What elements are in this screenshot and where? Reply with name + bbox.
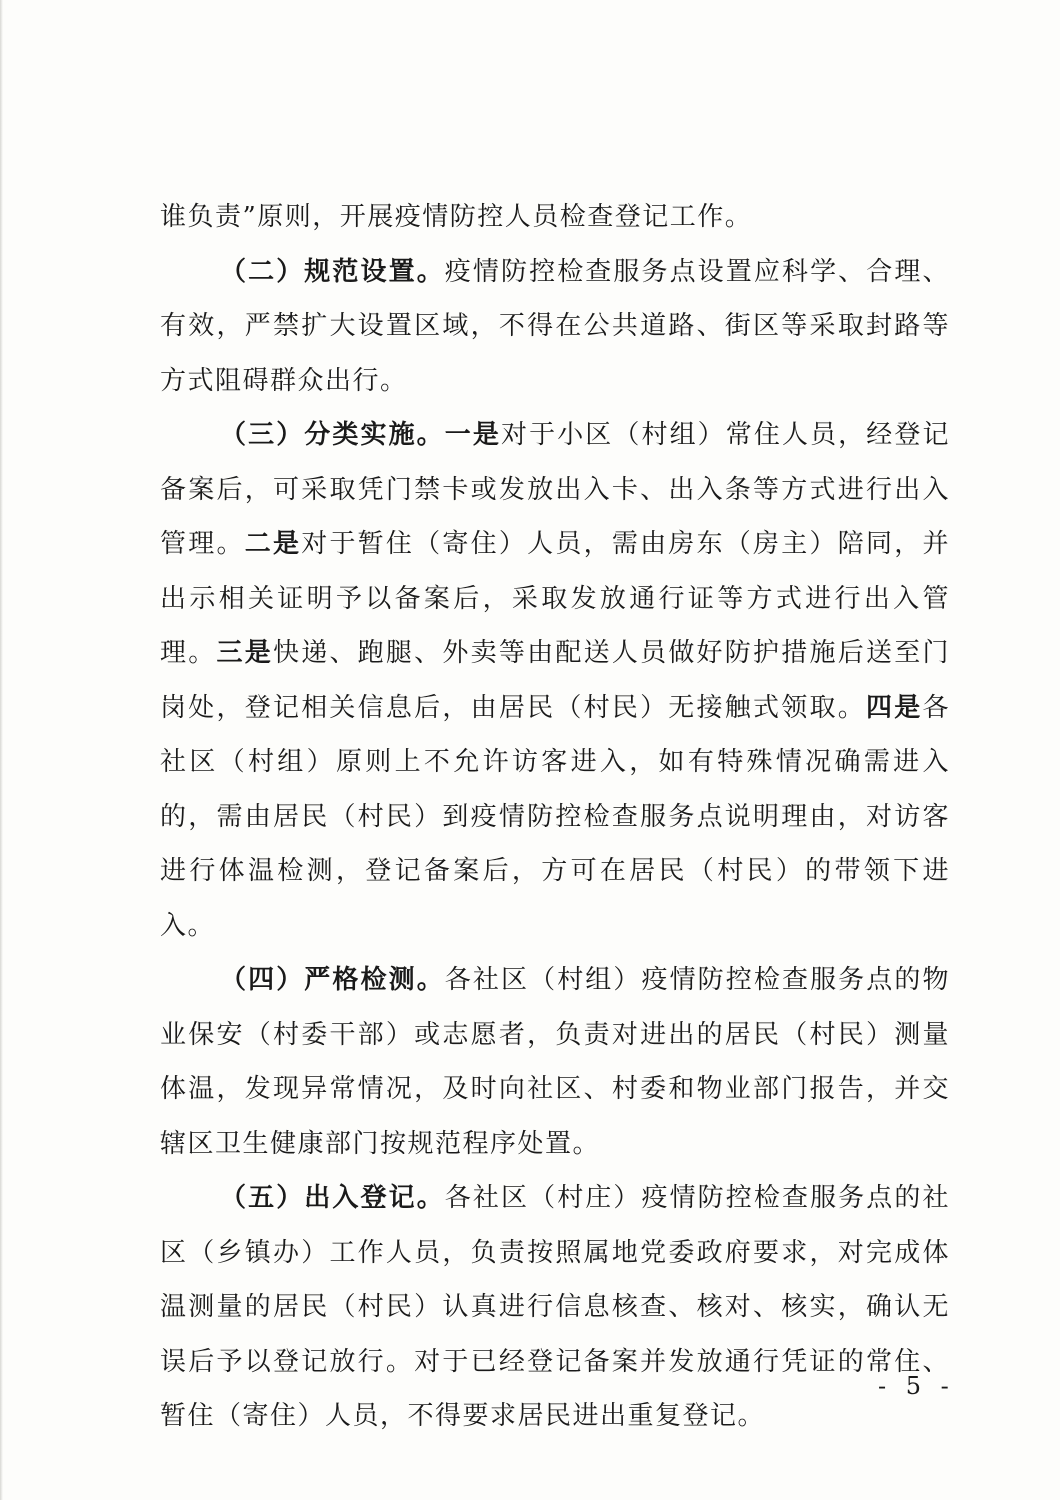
paragraph-text: 各社区（村组）疫情防控检查服务点的物业保安（村委干部）或志愿者，负责对进出的居民（村民）测量体温，发现异常情况，及时向社区、村委和物业部门报告，并交辖区卫生健康部门按规范程序处置。 — [160, 965, 950, 1159]
item-text: 对于暂住（寄住）人员，需由房东（房主）陪同，并出示相关证明予以备案后，采取发放通行证等方式进行出入管理。 — [160, 529, 950, 668]
paragraph-standard-setup — [160, 245, 950, 409]
paragraph-text: 谁负责”原则，开展疫情防控人员检查登记工作。 — [160, 202, 753, 232]
section-heading: （四）严格检测。 — [220, 965, 445, 995]
paragraph-continuation — [160, 190, 950, 245]
paragraph-text: 各社区（村庄）疫情防控检查服务点的社区（乡镇办）工作人员，负责按照属地党委政府要求，对完成体温测量的居民（村民）认真进行信息核查、核对、核实，确认无误后予以登记放行。对于已经登记备案并发放通行凭证的常住、暂住（寄住）人员，不得要求居民进出重复登记。 — [160, 1183, 950, 1431]
item-text: 快递、跑腿、外卖等由配送人员做好防护措施后送至门岗处，登记相关信息后，由居民（村民）无接触式领取。 — [160, 638, 950, 723]
item-keyword: 四是 — [865, 692, 923, 723]
paragraph-entry-registration — [160, 1171, 950, 1444]
paragraph-classified-implementation — [160, 408, 950, 953]
scan-edge-shadow — [0, 0, 3, 1500]
document-body — [160, 190, 950, 1444]
item-text: 各社区（村组）原则上不允许访客进入，如有特殊情况确需进入的，需由居民（村民）到疫情防控检查服务点说明理由，对访客进行体温检测，登记备案后，方可在居民（村民）的带领下进入。 — [160, 692, 950, 941]
item-keyword: 一是 — [444, 420, 501, 450]
paragraph-strict-testing — [160, 953, 950, 1171]
paragraph-text: 疫情防控检查服务点设置应科学、合理、有效，严禁扩大设置区域，不得在公共道路、街区等采取封路等方式阻碍群众出行。 — [160, 256, 950, 396]
section-heading: （二）规范设置。 — [220, 256, 445, 287]
section-heading: （三）分类实施。 — [220, 420, 445, 450]
page-number: - 5 - — [878, 1372, 955, 1400]
item-text: 对于小区（村组）常住人员，经登记备案后，可采取凭门禁卡或发放出入卡、出入条等方式进行出入管理。 — [160, 420, 950, 559]
item-keyword: 三是 — [216, 638, 273, 668]
section-heading: （五）出入登记。 — [220, 1183, 445, 1213]
item-keyword: 二是 — [244, 529, 302, 559]
